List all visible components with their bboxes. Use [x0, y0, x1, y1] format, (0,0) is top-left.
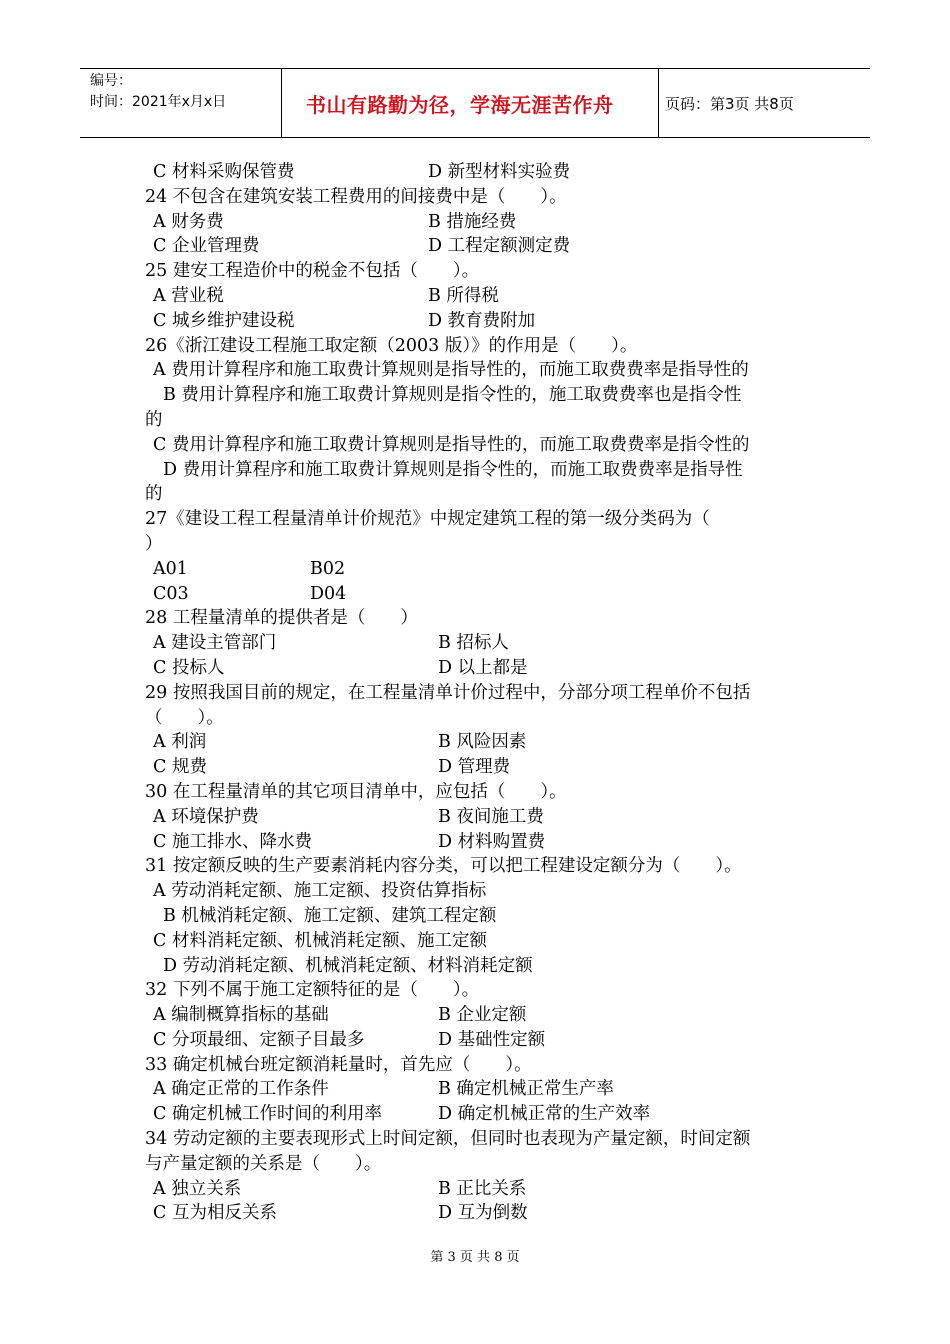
option: B 机械消耗定额、施工定额、建筑工程定额 [163, 905, 497, 926]
question-27: 27《建设工程工程量清单计价规范》中规定建筑工程的第一级分类码为（ [145, 509, 710, 530]
option: C 施工排水、降水费 [153, 831, 312, 852]
option: C 材料采购保管费 [153, 162, 295, 182]
option: A 费用计算程序和施工取费计算规则是指导性的，而施工取费费率是指导性的 [153, 360, 749, 381]
option: B 所得税 [428, 285, 499, 306]
option: D 新型材料实验费 [428, 162, 571, 182]
option: B 风险因素 [438, 732, 527, 753]
option-row [145, 805, 810, 830]
option: B 夜间施工费 [438, 806, 544, 827]
question-31: 31 按定额反映的生产要素消耗内容分类，可以把工程建设定额分为（ ）。 [145, 856, 742, 877]
option: D 以上都是 [438, 657, 528, 678]
question-26: 26《浙江建设工程施工取定额（2003 版）》的作用是（ ）。 [145, 335, 638, 356]
option-row [145, 755, 810, 780]
option: D 教育费附加 [428, 310, 536, 331]
option: A 确定正常的工作条件 [153, 1079, 329, 1100]
option: B 企业定额 [438, 1005, 527, 1026]
option: D 费用计算程序和施工取费计算规则是指令性的，而施工取费费率是指导性 [163, 459, 743, 480]
option: C03 [153, 583, 189, 604]
option: C 城乡维护建设税 [153, 310, 295, 331]
option-row [145, 830, 810, 855]
option: D04 [310, 583, 347, 604]
option: C 分项最细、定额子目最多 [153, 1029, 365, 1050]
option: A01 [153, 558, 188, 579]
option-row [145, 1177, 810, 1202]
option: D 管理费 [438, 757, 511, 778]
document-body [145, 160, 810, 1226]
option: D 互为倒数 [438, 1203, 528, 1224]
option-row [145, 656, 810, 681]
option: D 确定机械正常的生产效率 [438, 1104, 651, 1125]
header-page-info: 页码：第3页 共8页 [665, 94, 794, 113]
option-row [145, 160, 810, 185]
option: C 互为相反关系 [153, 1203, 277, 1224]
question-33: 33 确定机械台班定额消耗量时，首先应（ ）。 [145, 1054, 532, 1075]
option: C 费用计算程序和施工取费计算规则是指导性的，而施工取费费率是指令性的 [153, 434, 750, 455]
question-34-continued: 与产量定额的关系是（ ）。 [145, 1153, 382, 1174]
option: A 劳动消耗定额、施工定额、投资估算指标 [153, 881, 487, 902]
question-24: 24 不包含在建筑安装工程费用的间接费中是（ ）。 [145, 186, 567, 207]
option: B02 [310, 558, 346, 579]
option: B 费用计算程序和施工取费计算规则是指令性的，施工取费费率也是指令性 [163, 385, 742, 406]
option: A 建设主管部门 [153, 633, 277, 654]
page-footer: 第 3 页 共 8 页 [430, 1250, 520, 1265]
option: C 规费 [153, 757, 207, 778]
option: C 确定机械工作时间的利用率 [153, 1104, 382, 1125]
motto-text: 书山有路勤为径，学海无涯苦作舟 [306, 92, 614, 117]
question-29: 29 按照我国目前的规定，在工程量清单计价过程中，分部分项工程单价不包括 [145, 682, 751, 703]
option: A 财务费 [153, 211, 224, 232]
question-28: 28 工程量清单的提供者是（ ） [145, 608, 418, 629]
option: C 材料消耗定额、机械消耗定额、施工定额 [153, 930, 487, 951]
option-row [145, 557, 810, 582]
doc-time-label: 时间：2021年x月x日 [90, 94, 227, 110]
option-row [145, 730, 810, 755]
question-30: 30 在工程量清单的其它项目清单中，应包括（ ）。 [145, 781, 567, 802]
option: B 措施经费 [428, 211, 517, 232]
option-row [145, 1028, 810, 1053]
option: A 独立关系 [153, 1178, 242, 1199]
question-27-continued: ） [145, 533, 163, 554]
option-row [145, 1201, 810, 1226]
option-row [145, 1003, 810, 1028]
option: D 基础性定额 [438, 1029, 546, 1050]
option-row [145, 1102, 810, 1127]
page-header [80, 68, 870, 138]
option: D 工程定额测定费 [428, 236, 571, 257]
question-34: 34 劳动定额的主要表现形式上时间定额，但同时也表现为产量定额，时间定额 [145, 1129, 751, 1150]
option-row [145, 234, 810, 259]
option: D 材料购置费 [438, 831, 546, 852]
option-row [145, 309, 810, 334]
question-25: 25 建安工程造价中的税金不包括（ ）。 [145, 261, 480, 282]
option: A 营业税 [153, 285, 224, 306]
question-29-continued: （ ）。 [145, 707, 224, 728]
option-row [145, 1077, 810, 1102]
header-motto [282, 69, 659, 137]
option: B 正比关系 [438, 1178, 527, 1199]
option: C 企业管理费 [153, 236, 260, 257]
option: A 编制概算指标的基础 [153, 1005, 329, 1026]
question-32: 32 下列不属于施工定额特征的是（ ）。 [145, 980, 480, 1001]
option-row [145, 582, 810, 607]
option: C 投标人 [153, 657, 225, 678]
option: B 招标人 [438, 633, 509, 654]
option-continued: 的 [145, 409, 163, 430]
header-meta [80, 69, 282, 137]
option-row [145, 631, 810, 656]
option: B 确定机械正常生产率 [438, 1079, 614, 1100]
option: D 劳动消耗定额、机械消耗定额、材料消耗定额 [163, 955, 533, 976]
doc-code-label: 编号： [90, 73, 132, 89]
option: A 利润 [153, 732, 207, 753]
option-row [145, 284, 810, 309]
option-continued: 的 [145, 484, 163, 505]
option-row [145, 210, 810, 235]
option: A 环境保护费 [153, 806, 259, 827]
